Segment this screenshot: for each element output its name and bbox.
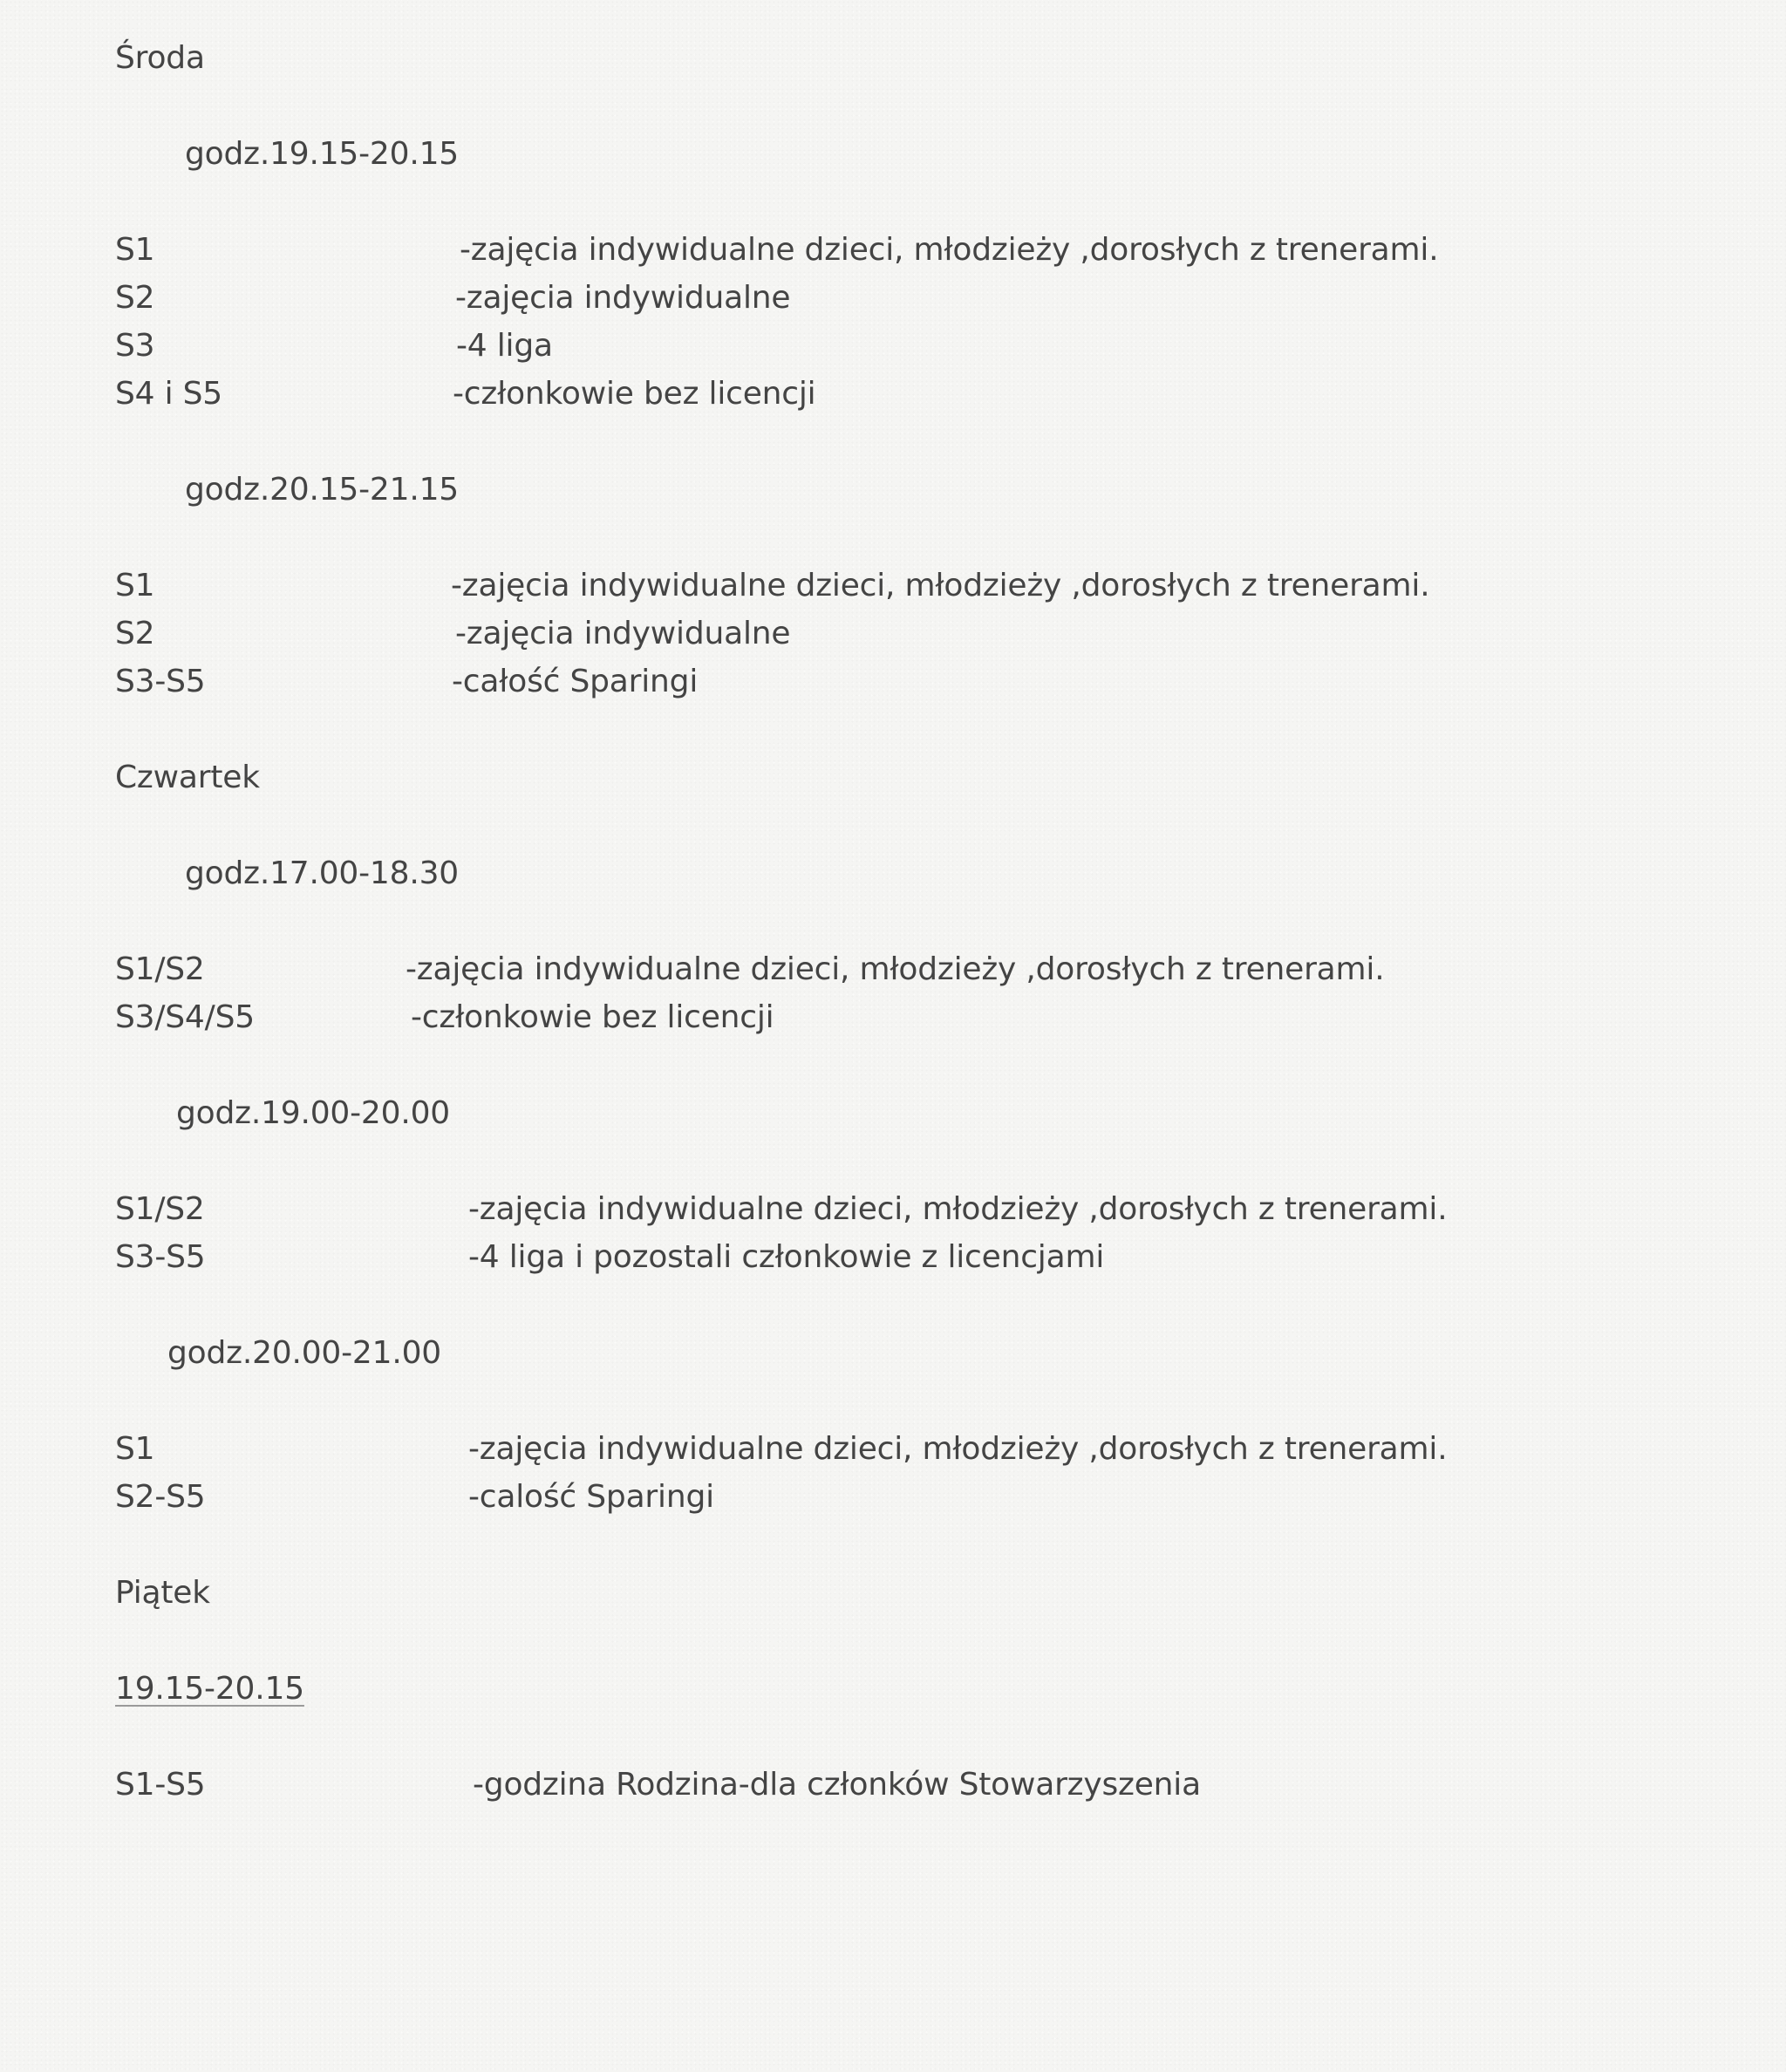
- court-label: S2: [115, 280, 155, 316]
- activity-description: -zajęcia indywidualne dzieci, młodzieży ,dorosłych z trenerami.: [451, 568, 1430, 603]
- activity-description: -całość Sparingi: [452, 664, 699, 699]
- court-label: S2-S5: [115, 1479, 206, 1515]
- court-label: S1: [115, 232, 155, 268]
- time-slot-heading: godz.19.00-20.00: [176, 1095, 450, 1131]
- court-label: S1: [115, 568, 155, 603]
- activity-description: -zajęcia indywidualne dzieci, młodzieży ,dorosłych z trenerami.: [468, 1191, 1448, 1227]
- court-label: S1/S2: [115, 1191, 205, 1227]
- activity-description: -zajęcia indywidualne dzieci, młodzieży ,dorosłych z trenerami.: [406, 951, 1385, 987]
- court-label: S1-S5: [115, 1767, 206, 1803]
- day-heading-wednesday: Środa: [115, 40, 205, 76]
- activity-description: -4 liga i pozostali członkowie z licencjami: [468, 1239, 1105, 1275]
- court-label: S4 i S5: [115, 376, 223, 412]
- time-slot-heading: 19.15-20.15: [115, 1671, 304, 1707]
- time-slot-heading: godz.17.00-18.30: [185, 855, 459, 891]
- activity-description: -członkowie bez licencji: [411, 999, 774, 1035]
- activity-description: -zajęcia indywidualne dzieci, młodzieży ,dorosłych z trenerami.: [468, 1431, 1448, 1467]
- activity-description: -calość Sparingi: [468, 1479, 714, 1515]
- court-label: S3-S5: [115, 1239, 206, 1275]
- time-slot-heading: godz.20.00-21.00: [167, 1335, 441, 1371]
- court-label: S3/S4/S5: [115, 999, 255, 1035]
- activity-description: -4 liga: [456, 328, 553, 364]
- court-label: S1/S2: [115, 951, 205, 987]
- time-slot-heading: godz.20.15-21.15: [185, 472, 459, 508]
- activity-description: -członkowie bez licencji: [453, 376, 816, 412]
- court-label: S2: [115, 616, 155, 651]
- activity-description: -zajęcia indywidualne dzieci, młodzieży ,dorosłych z trenerami.: [460, 232, 1439, 268]
- day-heading-thursday: Czwartek: [115, 760, 260, 795]
- activity-description: -zajęcia indywidualne: [455, 616, 791, 651]
- activity-description: -zajęcia indywidualne: [455, 280, 791, 316]
- court-label: S3: [115, 328, 155, 364]
- activity-description: -godzina Rodzina-dla członków Stowarzyszenia: [473, 1767, 1201, 1803]
- day-heading-friday: Piątek: [115, 1575, 210, 1611]
- time-slot-heading: godz.19.15-20.15: [185, 136, 459, 172]
- court-label: S1: [115, 1431, 155, 1467]
- court-label: S3-S5: [115, 664, 206, 699]
